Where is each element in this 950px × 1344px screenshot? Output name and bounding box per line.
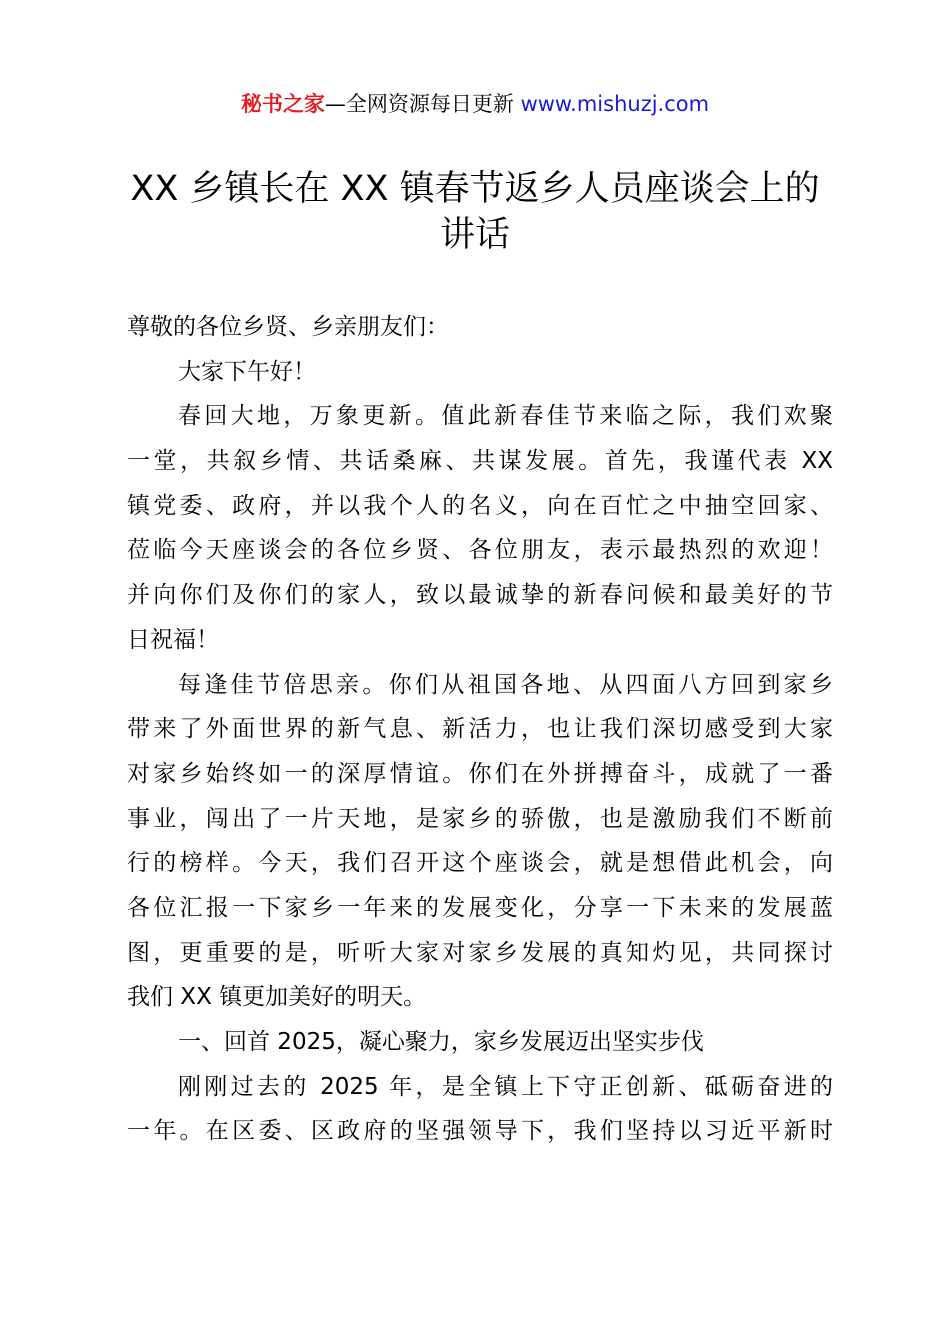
brand-name: 秘书之家 bbox=[240, 92, 325, 116]
title-line: 讲话 bbox=[439, 215, 510, 255]
document-title bbox=[100, 166, 850, 258]
paragraph-line: 一年。在区委、区政府的坚强领导下，我们坚持以习近平新时 bbox=[127, 1118, 833, 1145]
paragraph-line: 行的榜样。今天，我们召开这个座谈会，就是想借此机会，向 bbox=[127, 850, 833, 877]
paragraph-line: 莅临今天座谈会的各位乡贤、各位朋友，表示最热烈的欢迎！ bbox=[127, 537, 833, 564]
salutation: 尊敬的各位乡贤、乡亲朋友们： bbox=[127, 314, 449, 340]
title-line: XX 乡镇长在 XX 镇春节返乡人员座谈会上的 bbox=[130, 169, 820, 209]
paragraph-line: 日祝福！ bbox=[127, 626, 219, 653]
greeting: 大家下午好！ bbox=[178, 358, 316, 385]
paragraph-line: 我们 XX 镇更加美好的明天。 bbox=[127, 984, 427, 1011]
paragraph-line: 事业，闯出了一片天地，是家乡的骄傲，也是激励我们不断前 bbox=[127, 805, 833, 832]
site-header bbox=[0, 88, 950, 118]
header-tagline: —全网资源每日更新 bbox=[324, 92, 521, 116]
document-body bbox=[127, 305, 833, 1154]
paragraph-line: 各位汇报一下家乡一年来的发展变化，分享一下未来的发展蓝 bbox=[127, 894, 833, 921]
paragraph-line: 对家乡始终如一的深厚情谊。你们在外拼搏奋斗，成就了一番 bbox=[127, 760, 833, 787]
paragraph-line: 图，更重要的是，听听大家对家乡发展的真知灼见，共同探讨 bbox=[127, 939, 833, 966]
paragraph-line: 每逢佳节倍思亲。你们从祖国各地、从四面八方回到家乡 bbox=[178, 671, 833, 698]
paragraph-line: 春回大地，万象更新。值此新春佳节来临之际，我们欢聚 bbox=[178, 403, 833, 430]
paragraph-line: 一堂，共叙乡情、共话桑麻、共谋发展。首先，我谨代表 XX bbox=[127, 448, 833, 475]
site-url-link[interactable]: www.mishuzj.com bbox=[520, 92, 710, 116]
paragraph-line: 带来了外面世界的新气息、新活力，也让我们深切感受到大家 bbox=[127, 716, 833, 743]
paragraph-line: 刚刚过去的 2025 年，是全镇上下守正创新、砥砺奋进的 bbox=[178, 1073, 833, 1100]
paragraph-line: 镇党委、政府，并以我个人的名义，向在百忙之中抽空回家、 bbox=[127, 492, 833, 519]
section-heading: 一、回首 2025，凝心聚力，家乡发展迈出坚实步伐 bbox=[178, 1029, 704, 1055]
paragraph-line: 并向你们及你们的家人，致以最诚挚的新春问候和最美好的节 bbox=[127, 582, 833, 609]
